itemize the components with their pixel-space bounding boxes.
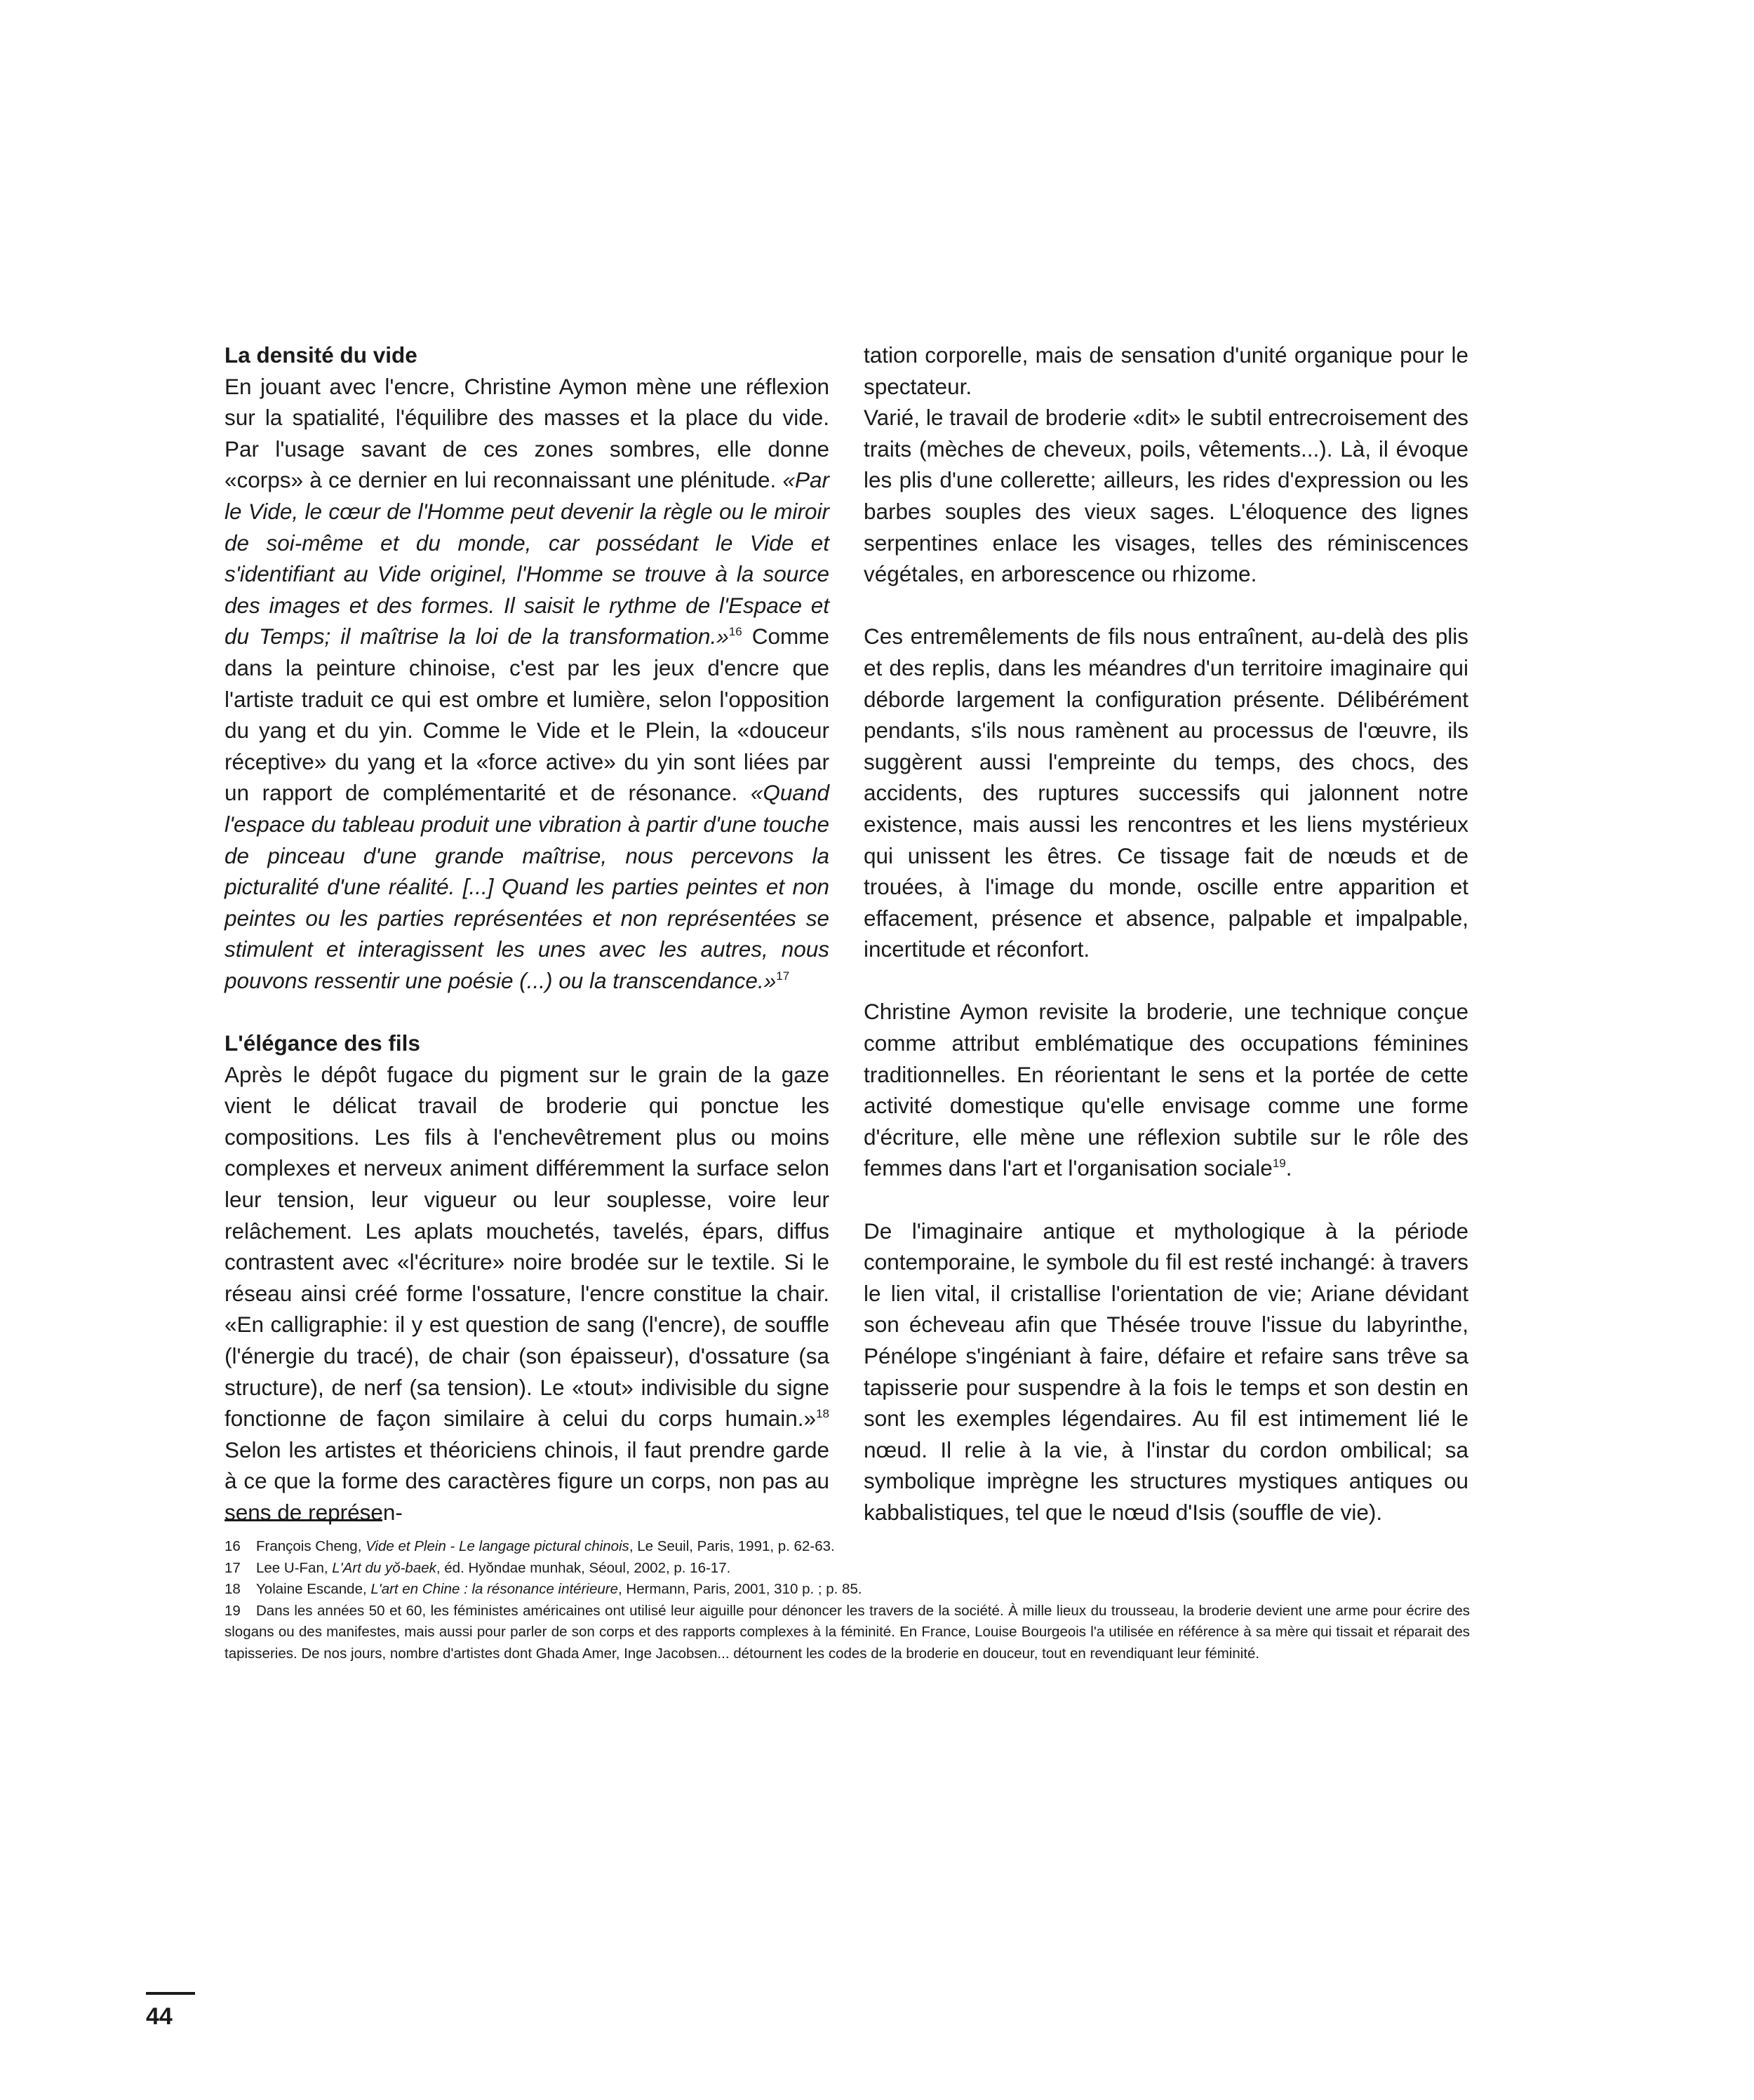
quote-lee-ufan: «Quand l'espace du tableau produit une vibration à partir d'une touche de pinceau d'une grande maîtrise, nous percevons la picturalité d'une réalité. [...] Quand les parties peintes et non peintes ou les parties représentées et non représentées se stimulent et interagissent les unes avec les autres, nous pouvons ressentir une poésie (...) ou la transcendance.» xyxy=(225,780,829,993)
paragraph-imaginaire: De l'imaginaire antique et mythologique à la période contemporaine, le symbole du fil est resté inchangé: à travers le lien vital, il cristallise l'orientation de vie; Ariane dévidant son écheveau afin que Thésée trouve l'issue du labyrinthe, Pénélope s'ingéniant à faire, défaire et refaire sans trêve sa tapisserie pour suspendre à la fois le temps et son destin en sont les exemples légendaires. Au fil est intimement lié le nœud. Il relie à la vie, à l'instar du cordon ombilical; sa symbolique imprègne les structures mystiques antiques ou kabbalistiques, tel que le nœud d'Isis (souffle de vie). xyxy=(864,1218,1468,1525)
footnote-number: 19 xyxy=(225,1602,241,1619)
footnote-18 xyxy=(225,1579,1470,1601)
paragraph-entremelements: Ces entremêlements de fils nous entraînent, au-delà des plis et des replis, dans les méandres d'un territoire imaginaire qui déborde largement la configuration présente. Délibérément pendants, s'ils nous ramènent au processus de l'œuvre, ils suggèrent aussi l'empreinte du temps, des chocs, des accidents, des ruptures successifs qui jalonnent notre existence, mais aussi les rencontres et les liens mystérieux qui unissent les êtres. Ce tissage fait de nœuds et de trouées, à l'image du monde, oscille entre apparition et effacement, présence et absence, palpable et impalpable, incertitude et réconfort. xyxy=(864,624,1468,962)
text-run: Selon les artistes et théoriciens chinois, il faut prendre garde à ce que la forme des caractères figure un corps, non pas au sens de représen- xyxy=(225,1436,829,1525)
footnote-text: François Cheng, xyxy=(256,1538,366,1554)
paragraph-densite xyxy=(225,371,829,997)
right-column xyxy=(864,339,1468,1528)
paragraph-revisite xyxy=(864,996,1468,1184)
footnote-ref-17[interactable]: 17 xyxy=(776,969,790,983)
footnote-text: Yolaine Escande, xyxy=(256,1581,371,1597)
footnote-text: , Le Seuil, Paris, 1991, p. 62-63. xyxy=(629,1538,835,1554)
footnotes xyxy=(225,1536,1470,1664)
footnote-ref-19[interactable]: 19 xyxy=(1272,1157,1286,1171)
footnote-ref-16[interactable]: 16 xyxy=(728,625,742,639)
text-run: . xyxy=(1285,1155,1292,1181)
section-heading-elegance: L'élégance des fils xyxy=(225,1030,420,1056)
footnote-title: Vide et Plein - Le langage pictural chinois xyxy=(366,1538,629,1554)
footnote-title: L'Art du yŏ-baek xyxy=(332,1559,436,1576)
footnote-number: 18 xyxy=(225,1581,241,1597)
quote-cheng: «Par le Vide, le cœur de l'Homme peut devenir la règle ou le miroir de soi-même et du monde, car possédant le Vide et s'identifiant au Vide originel, l'Homme se trouve à la source des images et des formes. Il saisit le rythme de l'Espace et du Temps; il maîtrise la loi de la transformation.» xyxy=(225,467,829,649)
section-heading-densite: La densité du vide xyxy=(225,342,417,368)
footnote-text: Lee U-Fan, xyxy=(256,1559,333,1576)
page-number-rule xyxy=(146,1992,195,1995)
footnote-title: L'art en Chine : la résonance intérieure xyxy=(370,1581,618,1597)
footnote-ref-18[interactable]: 18 xyxy=(816,1407,829,1421)
page-number: 44 xyxy=(146,2003,173,2030)
footnote-19 xyxy=(225,1601,1470,1665)
text-run: Après le dépôt fugace du pigment sur le grain de la gaze vient le délicat travail de broderie qui ponctue les compositions. Les fils à l'enchevêtrement plus ou moins complexes et nerveux animent différemment la surface selon leur tension, leur vigueur ou leur souplesse, voire leur relâchement. Les aplats mouchetés, tavelés, épars, diffus contrastent avec «l'écriture» noire brodée sur le textile. Si le réseau ainsi créé forme l'ossature, l'encre constitue la chair. «En calligraphie: il y est question de sang (l'encre), de souffle (l'énergie du tracé), de chair (son épaisseur), d'ossature (sa structure), de nerf (sa tension). Le «tout» indivisible du signe fonctionne de façon similaire à celui du corps humain.» xyxy=(225,1061,829,1432)
footnote-separator xyxy=(225,1519,382,1521)
text-run: En jouant avec l'encre, Christine Aymon mène une réflexion sur la spatialité, l'équilibre des masses et la place du vide. Par l'usage savant de ces zones sombres, elle donne «corps» à ce dernier en lui reconnaissant une plénitude. xyxy=(225,373,829,493)
footnote-16 xyxy=(225,1536,1470,1558)
paragraph-broderie: Varié, le travail de broderie «dit» le subtil entrecroisement des traits (mèches de cheveux, poils, vêtements...). Là, il évoque les plis d'une collerette; ailleurs, les rides d'expression ou les barbes souples des vieux sages. L'éloquence des lignes serpentines enlace les visages, telles des réminiscences végétales, en arborescence ou rhizome. xyxy=(864,405,1468,587)
text-run: Comme dans la peinture chinoise, c'est par les jeux d'encre que l'artiste traduit ce qui est ombre et lumière, selon l'opposition du yang et du yin. Comme le Vide et le Plein, la «douceur réceptive» du yang et la «force active» du yin sont liées par un rapport de complémentarité et de résonance. xyxy=(225,624,829,806)
footnote-text: , éd. Hyŏndae munhak, Séoul, 2002, p. 16-17. xyxy=(436,1559,731,1576)
footnote-number: 17 xyxy=(225,1559,241,1576)
left-column xyxy=(225,339,829,1528)
footnote-number: 16 xyxy=(225,1538,241,1554)
text-run: Christine Aymon revisite la broderie, une technique conçue comme attribut emblématique des occupations féminines traditionnelles. En réorientant le sens et la portée de cette activité domestique qu'elle envisage comme une forme d'écriture, elle mène une réflexion subtile sur le rôle des femmes dans l'art et l'organisation sociale xyxy=(864,999,1468,1181)
paragraph-elegance xyxy=(225,1059,829,1528)
footnote-17 xyxy=(225,1558,1470,1580)
paragraph-continuation: tation corporelle, mais de sensation d'unité organique pour le spectateur. xyxy=(864,342,1468,399)
footnote-text: Dans les années 50 et 60, les féministes américaines ont utilisé leur aiguille pour dénoncer les travers de la société. À mille lieux du trousseau, la broderie devient une arme pour écrire des slogans ou des manifestes, mais aussi pour parler de son corps et des rapports complexes à la féminité. En France, Louise Bourgeois l'a utilisée en référence à sa mère qui tissait et réparait des tapisseries. De nos jours, nombre d'artistes dont Ghada Amer, Inge Jacobsen... détournent les codes de la broderie en douceur, tout en revendiquant leur féminité. xyxy=(225,1602,1470,1662)
footnote-text: , Hermann, Paris, 2001, 310 p. ; p. 85. xyxy=(618,1581,862,1597)
